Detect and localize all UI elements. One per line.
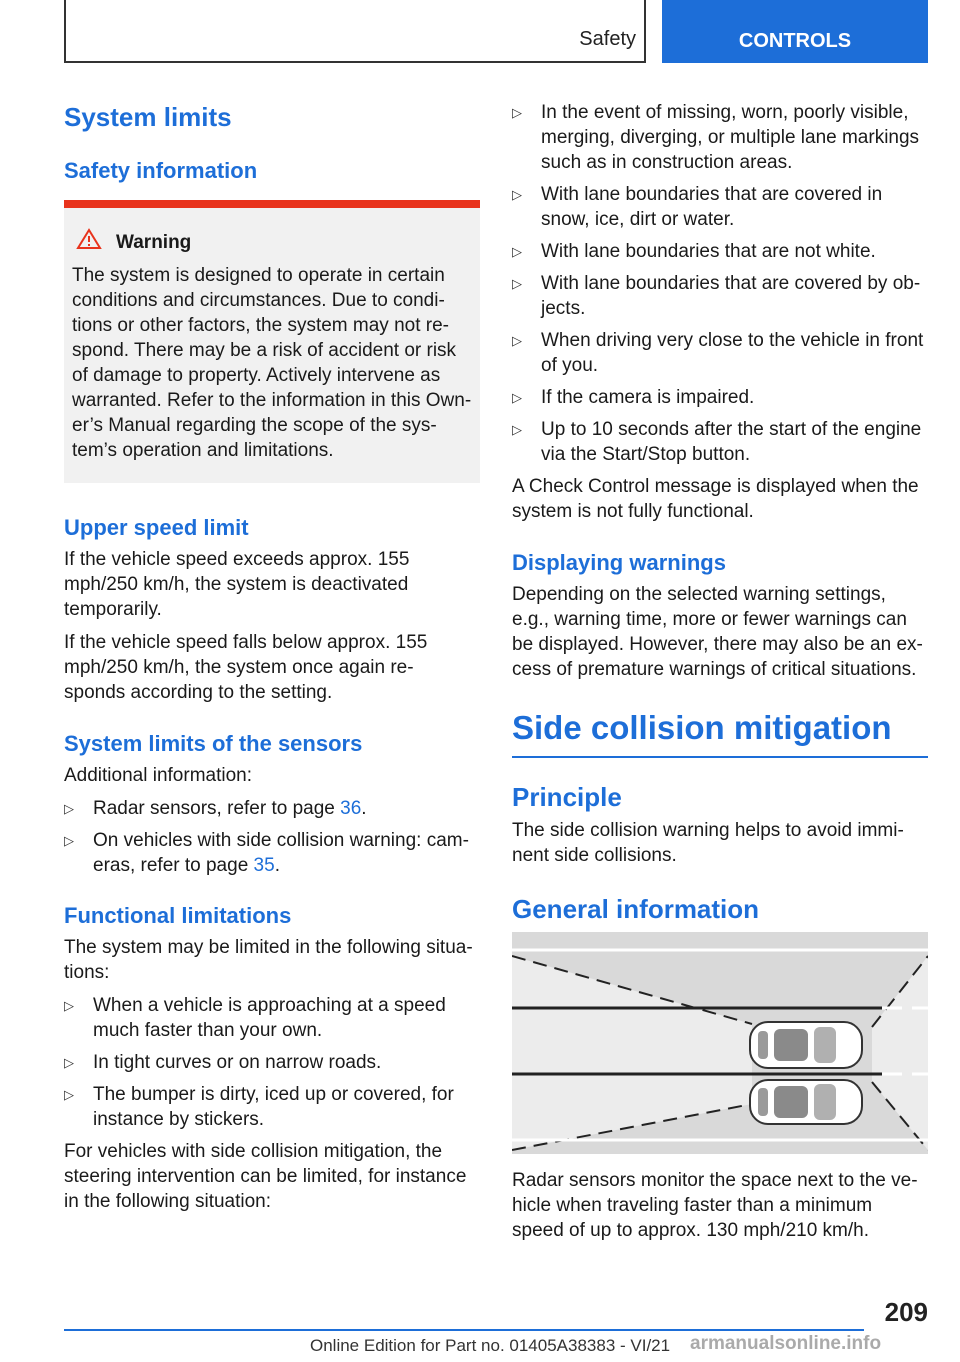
bullet-triangle-icon: ▷: [512, 390, 522, 405]
list-item: ▷ Radar sensors, refer to page 36.: [64, 798, 367, 819]
bullet-triangle-icon: ▷: [512, 422, 522, 437]
list-item: ▷ When driving very close to the vehicle in front of you.: [512, 330, 924, 376]
warning-triangle-icon: [72, 228, 116, 257]
upper-speed-p2: If the vehicle speed falls below approx. 155 mph/250 km/h, the system once again re- sponds according to the setting.: [64, 632, 428, 703]
sensor-limits-list: [64, 796, 480, 878]
heading-safety-information: Safety information: [64, 158, 258, 183]
bullet-triangle-icon: ▷: [512, 105, 522, 120]
footer-edition: Online Edition for Part no. 01405A38383 - VI/21: [310, 1336, 671, 1355]
header-section-box: [64, 0, 646, 63]
page-header: [64, 0, 928, 66]
header-chapter-tab[interactable]: [662, 0, 928, 63]
bullet-triangle-icon: ▷: [512, 187, 522, 202]
list-item: ▷ With lane boundaries that are not white.: [512, 241, 876, 262]
sensor-limits-intro: Additional information:: [64, 765, 252, 786]
displaying-warnings-text: Depending on the selected warning settings, e.g., warning time, more or fewer warnings can be displayed. However, there may also be an ex- cess of premature warnings of critical situations.: [512, 584, 923, 680]
upper-speed-p1: If the vehicle speed exceeds approx. 155 mph/250 km/h, the system is deactivated temporarily.: [64, 549, 410, 620]
header-section-label: Safety: [579, 28, 636, 50]
principle-text: The side collision warning helps to avoid immi- nent side collisions.: [512, 820, 904, 866]
check-control-text: A Check Control message is displayed when the system is not fully functional.: [512, 476, 919, 522]
left-column: [64, 100, 480, 1222]
bullet-triangle-icon: ▷: [512, 276, 522, 291]
heading-displaying-warnings: Displaying warnings: [512, 550, 726, 575]
page-link-35[interactable]: 35: [253, 855, 275, 876]
bullet-triangle-icon: ▷: [64, 1087, 74, 1102]
figure-caption: Radar sensors monitor the space next to the ve- hicle when traveling faster than a minimum speed of up to approx. 130 mph/210 km/h.: [512, 1170, 918, 1241]
bullet-triangle-icon: ▷: [64, 1055, 74, 1070]
footer-divider: [64, 1329, 864, 1331]
section-title-system-limits: System limits: [64, 102, 232, 132]
header-chapter-label: CONTROLS: [738, 30, 852, 52]
functional-outro: For vehicles with side collision mitigation, the steering intervention can be limited, for instance in the following situation:: [64, 1141, 467, 1212]
watermark-text: armanualsonline.info: [690, 1333, 882, 1354]
list-item: ▷ With lane boundaries that are covered by ob- jects.: [512, 273, 921, 319]
list-item: ▷ When a vehicle is approaching at a speed much faster than your own.: [64, 995, 446, 1041]
page-link-36[interactable]: 36: [340, 798, 362, 819]
adjacent-vehicle-icon: [750, 1080, 862, 1124]
page-number: 209: [884, 1297, 928, 1327]
radar-coverage-illustration: [512, 932, 928, 1154]
functional-intro: The system may be limited in the following situa- tions:: [64, 937, 473, 983]
bullet-triangle-icon: ▷: [512, 333, 522, 348]
list-item: ▷ In tight curves or on narrow roads.: [64, 1052, 382, 1073]
bullet-triangle-icon: ▷: [64, 998, 74, 1013]
warning-text: The system is designed to operate in certain conditions and circumstances. Due to condi- tions or other factors, the system may not re- spond. There may be a risk of accident or risk of damage to property. Actively intervene as warranted. Refer to the information in this Own- er’s Manual regarding the scope of the sys- tem’s operation and limitations.: [72, 265, 472, 461]
bullet-triangle-icon: ▷: [64, 801, 74, 816]
heading-functional-limitations: Functional limitations: [64, 903, 292, 928]
heading-sensor-limits: System limits of the sensors: [64, 731, 363, 756]
bullet-triangle-icon: ▷: [512, 244, 522, 259]
functional-list: [64, 993, 480, 1132]
heading-general-information: General information: [512, 894, 760, 924]
radar-diagram-svg: [512, 932, 928, 1154]
own-vehicle-icon: [750, 1022, 862, 1068]
warning-box: [64, 200, 480, 483]
list-item: ▷ In the event of missing, worn, poorly visible, merging, diverging, or multiple lane markings such as in construction areas.: [512, 102, 920, 173]
bullet-triangle-icon: ▷: [64, 833, 74, 848]
list-item: ▷ If the camera is impaired.: [512, 387, 755, 408]
right-column: [512, 100, 928, 1251]
list-item: ▷ The bumper is dirty, iced up or covered, for instance by stickers.: [64, 1084, 454, 1130]
warning-header: [72, 228, 472, 257]
list-item: ▷ On vehicles with side collision warning: cam- eras, refer to page 35.: [64, 830, 469, 876]
heading-upper-speed-limit: Upper speed limit: [64, 515, 249, 540]
warning-label: Warning: [116, 232, 192, 253]
lane-limit-list: [512, 100, 928, 467]
heading-principle: Principle: [512, 782, 622, 812]
list-item: ▷ Up to 10 seconds after the start of the engine via the Start/Stop button.: [512, 419, 922, 465]
section-title-side-collision: Side collision mitigation: [512, 706, 928, 758]
list-item: ▷ With lane boundaries that are covered in snow, ice, dirt or water.: [512, 184, 883, 230]
